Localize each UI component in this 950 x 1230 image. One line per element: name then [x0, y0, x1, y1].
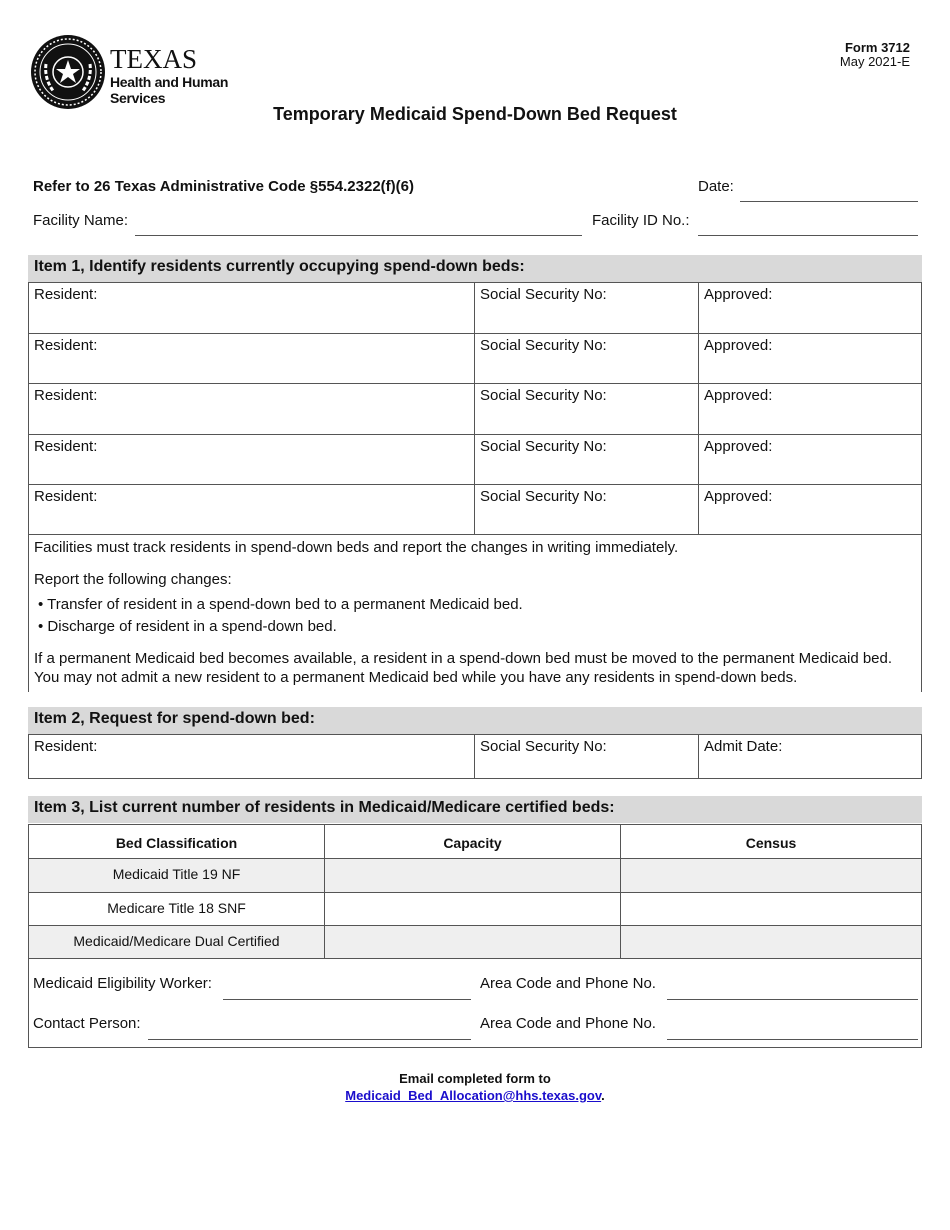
bullet-discharge: • Discharge of resident in a spend-down bed.	[38, 618, 337, 635]
contact-field[interactable]	[148, 1039, 471, 1040]
ssn-field[interactable]	[474, 383, 699, 435]
census-field[interactable]	[620, 858, 922, 893]
facility-id-label: Facility ID No.:	[592, 212, 690, 229]
resident-label: Resident:	[34, 387, 98, 404]
logo-line2: Services	[110, 90, 166, 106]
approved-label: Approved:	[704, 488, 773, 505]
item2-admit-date-field[interactable]	[698, 734, 922, 779]
ssn-field[interactable]	[474, 333, 699, 384]
resident-label: Resident:	[34, 337, 98, 354]
approved-label: Approved:	[704, 438, 773, 455]
facility-name-label: Facility Name:	[33, 212, 129, 229]
logo-title: TEXAS	[110, 44, 197, 74]
note-tracking: Facilities must track residents in spend-down beds and report the changes in writing immediately.	[34, 539, 679, 556]
capacity-field[interactable]	[324, 858, 621, 893]
approved-field[interactable]	[698, 383, 922, 435]
admit-date-label: Admit Date:	[704, 738, 783, 755]
resident-field[interactable]	[28, 282, 475, 334]
ssn-label: Social Security No:	[480, 488, 607, 505]
page-title: Temporary Medicaid Spend-Down Bed Request	[273, 104, 677, 124]
approved-field[interactable]	[698, 282, 922, 334]
resident-label: Resident:	[34, 286, 98, 303]
column-header: Capacity	[324, 824, 621, 859]
worker-phone-field[interactable]	[667, 999, 918, 1000]
bed-classification-cell: Medicare Title 18 SNF	[28, 892, 325, 926]
bed-classification-cell: Medicaid Title 19 NF	[28, 858, 325, 893]
ssn-field[interactable]	[474, 484, 699, 535]
item2-header: Item 2, Request for spend-down bed:	[28, 707, 922, 734]
approved-field[interactable]	[698, 333, 922, 384]
date-field[interactable]	[740, 201, 918, 202]
contact-label: Contact Person:	[33, 1015, 141, 1032]
resident-field[interactable]	[28, 333, 475, 384]
facility-id-field[interactable]	[698, 235, 918, 236]
worker-label: Medicaid Eligibility Worker:	[33, 975, 212, 992]
resident-field[interactable]	[28, 434, 475, 485]
facility-name-field[interactable]	[135, 235, 582, 236]
capacity-field[interactable]	[324, 892, 621, 926]
bullet-transfer: • Transfer of resident in a spend-down bed to a permanent Medicaid bed.	[38, 596, 523, 613]
column-header: Bed Classification	[28, 824, 325, 859]
ssn-label: Social Security No:	[480, 286, 607, 303]
item1-header: Item 1, Identify residents currently occupying spend-down beds:	[28, 255, 922, 282]
capacity-field[interactable]	[324, 925, 621, 959]
census-field[interactable]	[620, 892, 922, 926]
approved-label: Approved:	[704, 387, 773, 404]
resident-field[interactable]	[28, 383, 475, 435]
bed-classification-cell: Medicaid/Medicare Dual Certified	[28, 925, 325, 959]
texas-seal-icon	[30, 34, 106, 110]
ssn-label: Social Security No:	[480, 738, 607, 755]
note-permanent-bed: If a permanent Medicaid bed becomes available, a resident in a spend-down bed must be moved to the permanent Medicaid bed. You may not admit a new resident to a permanent Medicaid bed while you have any residents in spend-down beds.	[34, 650, 893, 686]
worker-field[interactable]	[223, 999, 471, 1000]
phone-label-2: Area Code and Phone No.	[480, 1015, 656, 1032]
date-label: Date:	[698, 178, 734, 195]
census-field[interactable]	[620, 925, 922, 959]
reference-text: Refer to 26 Texas Administrative Code §554.2322(f)(6)	[33, 178, 414, 195]
note-report: Report the following changes:	[34, 571, 232, 588]
resident-label: Resident:	[34, 488, 98, 505]
resident-label: Resident:	[34, 738, 98, 755]
form-number: Form 3712	[844, 40, 910, 55]
email-link[interactable]: Medicaid_Bed_Allocation@hhs.texas.gov	[345, 1088, 602, 1103]
approved-field[interactable]	[698, 434, 922, 485]
ssn-label: Social Security No:	[480, 337, 607, 354]
footer-text: Email completed form to	[399, 1071, 551, 1086]
ssn-field[interactable]	[474, 282, 699, 334]
resident-field[interactable]	[28, 484, 475, 535]
contact-phone-field[interactable]	[667, 1039, 918, 1040]
logo-line1: Health and Human	[110, 74, 229, 90]
item2-ssn-field[interactable]	[474, 734, 699, 779]
item3-header: Item 3, List current number of residents in Medicaid/Medicare certified beds:	[28, 796, 922, 823]
ssn-label: Social Security No:	[480, 387, 607, 404]
ssn-field[interactable]	[474, 434, 699, 485]
hhs-logo	[30, 34, 230, 112]
contact-section	[28, 958, 922, 1048]
approved-label: Approved:	[704, 337, 773, 354]
footer-period: .	[601, 1088, 605, 1103]
phone-label-1: Area Code and Phone No.	[480, 975, 656, 992]
approved-label: Approved:	[704, 286, 773, 303]
form-version: May 2021-E	[839, 54, 910, 69]
resident-label: Resident:	[34, 438, 98, 455]
ssn-label: Social Security No:	[480, 438, 607, 455]
approved-field[interactable]	[698, 484, 922, 535]
column-header: Census	[620, 824, 922, 859]
footer-email-line	[0, 1088, 950, 1103]
item2-resident-field[interactable]	[28, 734, 475, 779]
